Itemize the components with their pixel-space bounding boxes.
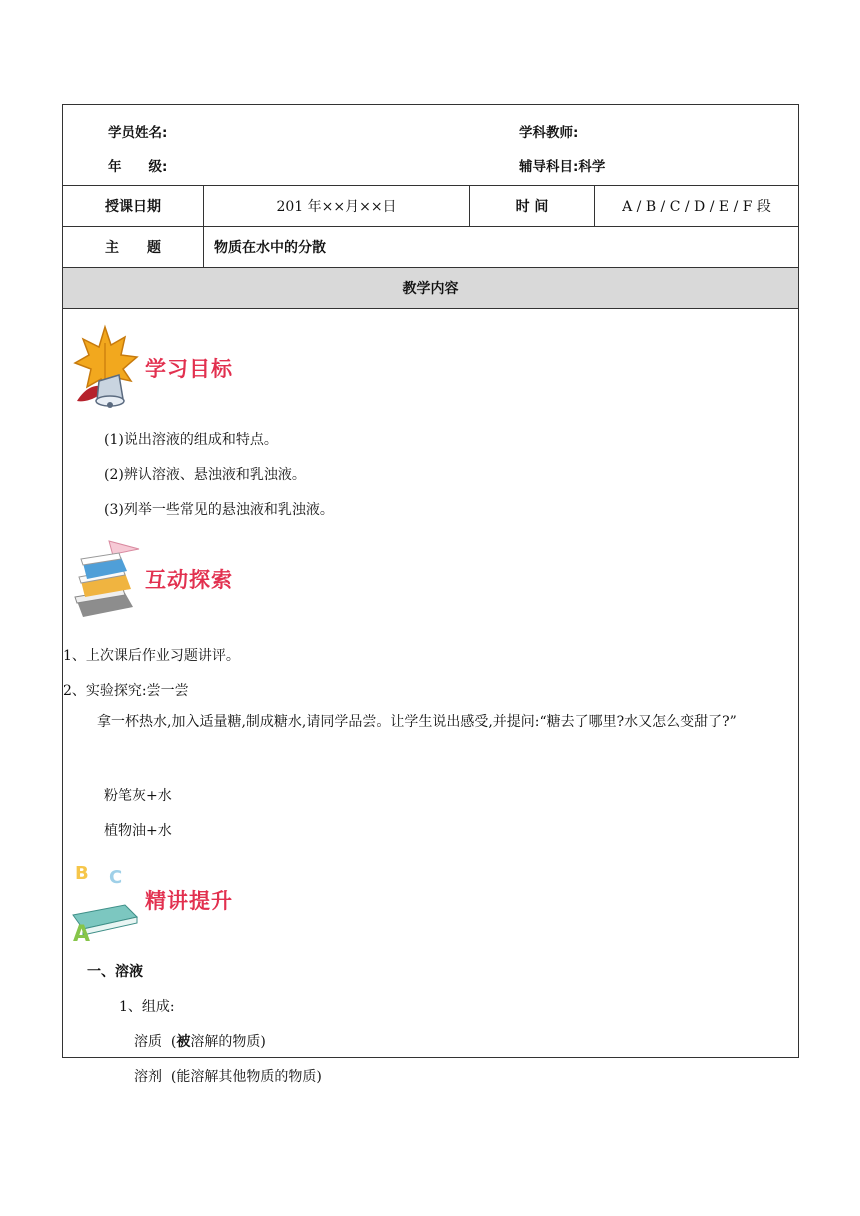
solute-line — [134, 1031, 266, 1051]
time-label: 时 间 — [470, 186, 595, 227]
composition-subheading: 1、组成: — [119, 999, 175, 1015]
topic-value: 物质在水中的分散 — [204, 227, 799, 268]
lesson-sheet — [62, 104, 798, 1085]
teacher-label: 学科教师: — [519, 125, 579, 141]
time-value: A / B / C / D / E / F 段 — [595, 186, 799, 227]
solution-heading: 一、溶液 — [87, 964, 143, 980]
maple-leaf-bell-icon — [69, 323, 141, 413]
teaching-content-cell — [63, 309, 799, 1085]
goals-banner — [69, 323, 233, 413]
goal-item-3: (3)列举一些常见的悬浊液和乳浊液。 — [104, 502, 334, 518]
svg-text:C: C — [109, 867, 123, 888]
explore-item-1: 1、上次课后作业习题讲评。 — [63, 648, 240, 664]
date-label: 授课日期 — [63, 186, 204, 227]
date-value: 201 年××月××日 — [204, 186, 470, 227]
solvent-line — [134, 1066, 322, 1086]
explore-title: 互动探索 — [145, 568, 233, 592]
student-name-label: 学员姓名: — [108, 125, 168, 141]
lecture-title: 精讲提升 — [145, 889, 233, 913]
mixture-chalk-water: 粉笔灰+水 — [104, 788, 172, 804]
mixture-oil-water: 植物油+水 — [104, 823, 172, 839]
solute-desc-bold: 被 — [176, 1034, 191, 1050]
explore-item-2: 2、实验探究:尝一尝 — [63, 683, 189, 699]
subject-label: 辅导科目:科学 — [519, 159, 606, 175]
teaching-content-header: 教学内容 — [63, 268, 799, 309]
goals-title: 学习目标 — [145, 357, 233, 381]
solute-desc: 溶解的物质) — [190, 1034, 266, 1050]
grade-label: 年 级: — [108, 159, 168, 175]
solute-desc-open: ( — [170, 1034, 177, 1050]
lesson-form-table — [62, 104, 799, 1085]
goal-item-1: (1)说出溶液的组成和特点。 — [104, 432, 278, 448]
explore-banner — [69, 537, 233, 621]
student-info-cell — [63, 105, 799, 186]
books-paper-plane-icon — [69, 537, 141, 621]
goal-item-2: (2)辨认溶液、悬浊液和乳浊液。 — [104, 467, 306, 483]
teaching-content — [63, 309, 799, 1085]
solvent-desc: (能溶解其他物质的物质) — [170, 1069, 322, 1085]
solute-name: 溶质 — [134, 1034, 162, 1050]
svg-text:B: B — [75, 863, 89, 884]
lecture-banner — [69, 857, 233, 943]
abc-book-icon — [69, 857, 141, 943]
solvent-name: 溶剂 — [134, 1069, 162, 1085]
explore-paragraph: 拿一杯热水,加入适量糖,制成糖水,请同学品尝。让学生说出感受,并提问:“糖去了哪里?水又怎么变甜了?” — [97, 714, 737, 730]
topic-label: 主 题 — [63, 227, 204, 268]
svg-text:A: A — [73, 922, 91, 943]
